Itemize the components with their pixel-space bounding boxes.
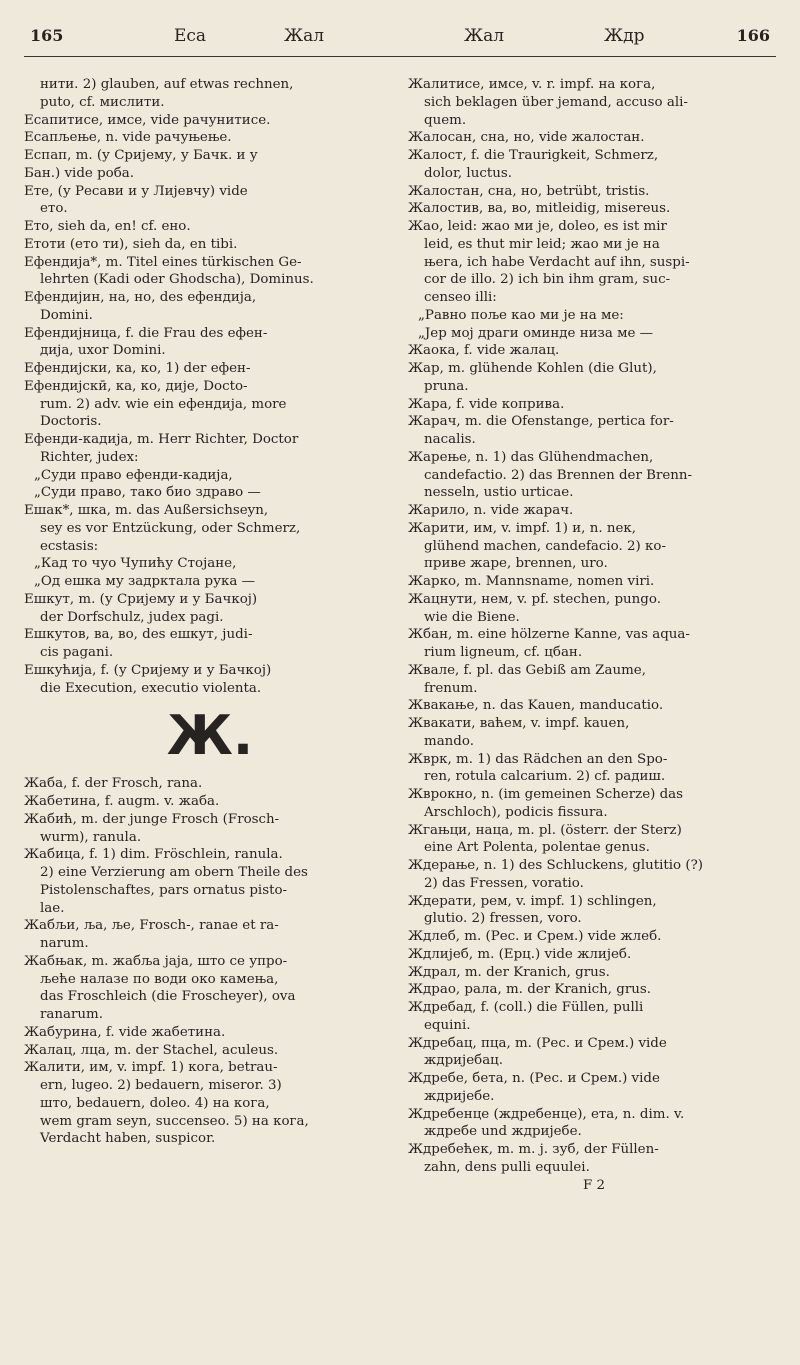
section-letter: Ж. (166, 704, 254, 768)
entry-line: ждребе und ждријебе. (424, 1124, 582, 1140)
entry-line: wem gram seyn, succenseo. 5) на кога, (40, 1113, 309, 1129)
entry-line: rium ligneum, cf. цбан. (424, 645, 583, 660)
quote-line: „Од ешка му задрктала рука — (34, 574, 256, 589)
entry-line: Ждрал, m. der Kranich, grus. (408, 964, 610, 980)
entry-line: Жарити, им, v. impf. 1) и, n. neк, (408, 520, 637, 536)
entry-line: die Execution, executio violenta. (40, 680, 262, 696)
entry-line: Ждрао, рала, m. der Kranich, grus. (408, 982, 651, 998)
entry-line: leid, es thut mir leid; жао ми је на (424, 236, 660, 252)
entry-line: Жвале, f. pl. das Gebiß am Zaume, (408, 662, 646, 678)
entry-line: zahn, dens pulli equulei. (424, 1159, 590, 1175)
entry-line: 2) das Fressen, voratio. (424, 875, 584, 891)
entry-line: quem. (424, 112, 467, 128)
entry-line: Жалити, им, v. impf. 1) кога, betrau- (24, 1060, 278, 1076)
entry-line: ждријебе. (424, 1088, 495, 1104)
left-guide-word-2: Жал (284, 26, 325, 46)
entry-line: sich beklagen über jemand, accuso ali- (424, 94, 688, 110)
left-guide-word-1: Еса (174, 26, 207, 46)
entry-line: ern, lugeo. 2) bedauern, miseror. 3) (40, 1078, 282, 1093)
entry-line: puto, cf. мислити. (40, 94, 165, 110)
entry-line: Ждребад, f. (coll.) die Füllen, pulli (408, 1000, 644, 1015)
quote-line: „Кад то чуо Чупићу Стојане, (34, 556, 237, 572)
entry-line: Етоти (ето ти), sieh da, en tibi. (24, 236, 238, 252)
entry-line: Ждлијеб, m. (Ерц.) vide жлијеб. (408, 946, 632, 962)
right-page-number: 166 (736, 26, 770, 45)
entry-line: Ефендијница, f. die Frau des ефен- (24, 325, 268, 341)
entry-line: Pistolenschaftes, pars ornatus pisto- (40, 882, 288, 898)
entry-line: mando. (424, 733, 474, 749)
entry-line: Жарач, m. die Ofenstange, pertica for- (408, 414, 674, 430)
entry-line: Жара, f. vide коприва. (408, 396, 565, 412)
entry-line: Ешкућија, f. (у Сријему и у Бачкој) (24, 662, 272, 678)
entry-line: Жалост, f. die Traurigkeit, Schmerz, (408, 148, 659, 163)
entry-line: nacalis. (424, 432, 476, 447)
entry-line: eine Art Polenta, polentae genus. (424, 840, 650, 856)
entry-line: Жабица, f. 1) dim. Fröschlein, ranula. (24, 847, 283, 863)
entry-line: pruna. (424, 378, 469, 394)
entry-line: Ефендијин, на, но, des ефендија, (24, 290, 257, 305)
entry-line: Жалитисе, имсе, v. r. impf. на кога, (408, 77, 656, 92)
page-header (24, 22, 776, 57)
right-guide-word-1: Жал (464, 26, 505, 46)
entry-line: Ждребенце (ждребенце), ета, n. dim. v. (408, 1106, 685, 1122)
entry-line: Ефенди-кадија, m. Herr Richter, Doctor (24, 432, 299, 447)
entry-line: rum. 2) adv. wie ein ефендија, more (40, 396, 287, 412)
entry-line: Жабљи, ља, ље, Frosch-, ranae et ra- (24, 918, 279, 934)
entry-line: Ждерати, рем, v. impf. 1) schlingen, (408, 893, 657, 909)
entry-line: Жврокно, n. (im gemeinen Scherze) das (408, 787, 684, 802)
signature-mark: F 2 (582, 1177, 606, 1193)
entry-line: Бан.) vide роба. (24, 165, 135, 181)
entry-line: Жабњак, m. жабља јаја, што се упро- (24, 953, 288, 969)
entry-line: nesseln, ustio urticae. (424, 485, 574, 501)
entry-line: lae. (40, 900, 65, 916)
entry-line: што, bedauern, doleo. 4) на кога, (40, 1095, 270, 1111)
entry-line: Жгањци, наца, m. pl. (österr. der Sterz) (408, 822, 682, 838)
entry-line: Ждребац, пца, m. (Рес. и Срем.) vide (408, 1035, 667, 1051)
left-page-number: 165 (30, 26, 64, 45)
entry-line: ranarum. (40, 1007, 103, 1022)
entry-line: censeo illi: (424, 290, 497, 305)
entry-line: sey es vor Entzückung, oder Schmerz, (40, 520, 301, 536)
entry-line: Жвакање, n. das Kauen, manducatio. (408, 698, 664, 714)
entry-line: Ждребе, бета, n. (Рес. и Срем.) vide (408, 1071, 660, 1086)
entry-line: Жврк, m. 1) das Rädchen an den Spo- (408, 751, 668, 767)
entry-line: cis pagani. (40, 645, 114, 660)
entry-line: Жарење, n. 1) das Glühendmachen, (408, 449, 654, 465)
entry-line: Жбан, m. eine hölzerne Kanne, vas aqua- (408, 627, 690, 643)
entry-line: ren, rotula calcarium. 2) cf. радиш. (424, 769, 666, 785)
left-column (24, 76, 396, 1148)
entry-line: das Froschleich (die Froscheyer), ova (40, 989, 296, 1005)
entry-line: Жабетина, f. augm. v. жаба. (24, 794, 220, 809)
entry-line: Жао, leid: жао ми је, doleo, es ist mir (408, 219, 667, 234)
entry-line: Ете, (у Ресави и у Лијевчу) vide (24, 183, 248, 199)
entry-line: Ешкут, m. (у Сријему и у Бачкој) (24, 591, 258, 607)
entry-line: Жалостив, ва, во, mitleidig, misereus. (408, 201, 671, 217)
entry-line: дија, uxor Domini. (40, 343, 166, 359)
entry-line: Ешак*, шка, m. das Außersichseyn, (24, 503, 269, 518)
entry-line: Ето, sieh da, en! cf. ено. (24, 219, 191, 234)
quote-line: „Јер мој драги оминде низа ме — (418, 325, 654, 341)
entry-line: Жалостан, сна, но, betrübt, tristis. (408, 183, 650, 199)
entry-line: Verdacht haben, suspicor. (40, 1131, 216, 1147)
entry-line: Жабурина, f. vide жабетина. (24, 1024, 226, 1040)
quote-line: „Равно поље као ми је на ме: (418, 307, 624, 323)
right-guide-word-2: Ждр (604, 26, 645, 46)
entry-line: dolor, luctus. (424, 165, 512, 181)
entry-line: Жалосан, сна, но, vide жалостан. (408, 130, 645, 146)
entry-line: frenum. (424, 680, 478, 696)
entry-line: Ефендијскӣ, ка, ко, дије, Docto- (24, 378, 248, 394)
quote-line: „Суди право ефенди-кадија, (34, 467, 233, 483)
entry-line: Жабић, m. der junge Frosch (Frosch- (24, 811, 280, 827)
entry-line: narum. (40, 936, 89, 951)
right-column (408, 76, 780, 1194)
entry-line: Ефендија*, m. Titel eines türkischen Ge- (24, 254, 302, 270)
entry-line: Domini. (40, 307, 93, 323)
entry-line: Arschloch), podicis fissura. (424, 804, 608, 820)
entry-line: Жацнути, нем, v. pf. stechen, pungo. (408, 591, 661, 607)
entry-line: Жалац, лца, m. der Stachel, aculeus. (24, 1042, 279, 1058)
entry-line: Жар, m. glühende Kohlen (die Glut), (408, 361, 657, 376)
entry-line: Жаба, f. der Frosch, rana. (24, 776, 203, 792)
entry-line: wie die Biene. (424, 609, 520, 625)
entry-line: Doctoris. (40, 414, 102, 430)
entry-line: Еспап, m. (у Сриjему, у Бачк. и у (24, 148, 258, 163)
entry-line: Жарило, n. vide жарач. (408, 503, 574, 518)
entry-line: њега, ich habe Verdacht auf ihn, suspi- (424, 254, 690, 270)
entry-line: приве жаре, brennen, uro. (424, 556, 608, 572)
entry-line: glühend machen, candefacio. 2) ко- (424, 538, 666, 554)
entry-line: ждријебац. (424, 1053, 504, 1069)
entry-line: equini. (424, 1017, 471, 1033)
entry-line: wurm), ranula. (40, 829, 142, 845)
entry-line: нити. 2) glauben, auf etwas rechnen, (40, 77, 294, 92)
entry-line: Richter, judex: (40, 449, 139, 465)
entry-line: der Dorfschulz, judex pagi. (40, 609, 224, 625)
entry-line: Ждерање, n. 1) des Schluckens, glutitio (?) (408, 858, 703, 873)
entry-line: Ждлеб, m. (Рес. и Срем.) vide жлеб. (408, 929, 662, 944)
entry-line: љеће налазе по води око камења, (40, 971, 279, 987)
entry-line: Есапитисе, имсе, vide рачунитисе. (24, 112, 271, 128)
quote-line: „Суди право, тако био здраво — (34, 485, 261, 501)
entry-line: Жарко, m. Mannsname, nomen viri. (408, 574, 655, 589)
entry-line: glutio. 2) fressen, voro. (424, 911, 582, 927)
entry-line: Ефендијски, ка, ко, 1) der ефен- (24, 361, 251, 376)
entry-line: cor de illo. 2) ich bin ihm gram, suc- (424, 272, 671, 288)
entry-line: Жаока, f. vide жалац. (408, 343, 560, 359)
entry-line: Ждребећек, m. m. j. зуб, der Füllen- (408, 1142, 659, 1157)
entry-line: Жвакати, ваћем, v. impf. kauen, (408, 716, 630, 731)
entry-line: 2) eine Verzierung am obern Theile des (40, 865, 308, 880)
entry-line: ето. (40, 201, 68, 217)
entry-line: candefactio. 2) das Brennen der Brenn- (424, 467, 693, 483)
entry-line: ecstasis: (40, 538, 99, 554)
entry-line: lehrten (Kadi oder Ghodscha), Dominus. (40, 272, 314, 288)
entry-line: Ешкутов, ва, во, des ешкут, judi- (24, 627, 253, 643)
entry-line: Есапљење, n. vide рачуњење. (24, 130, 232, 146)
